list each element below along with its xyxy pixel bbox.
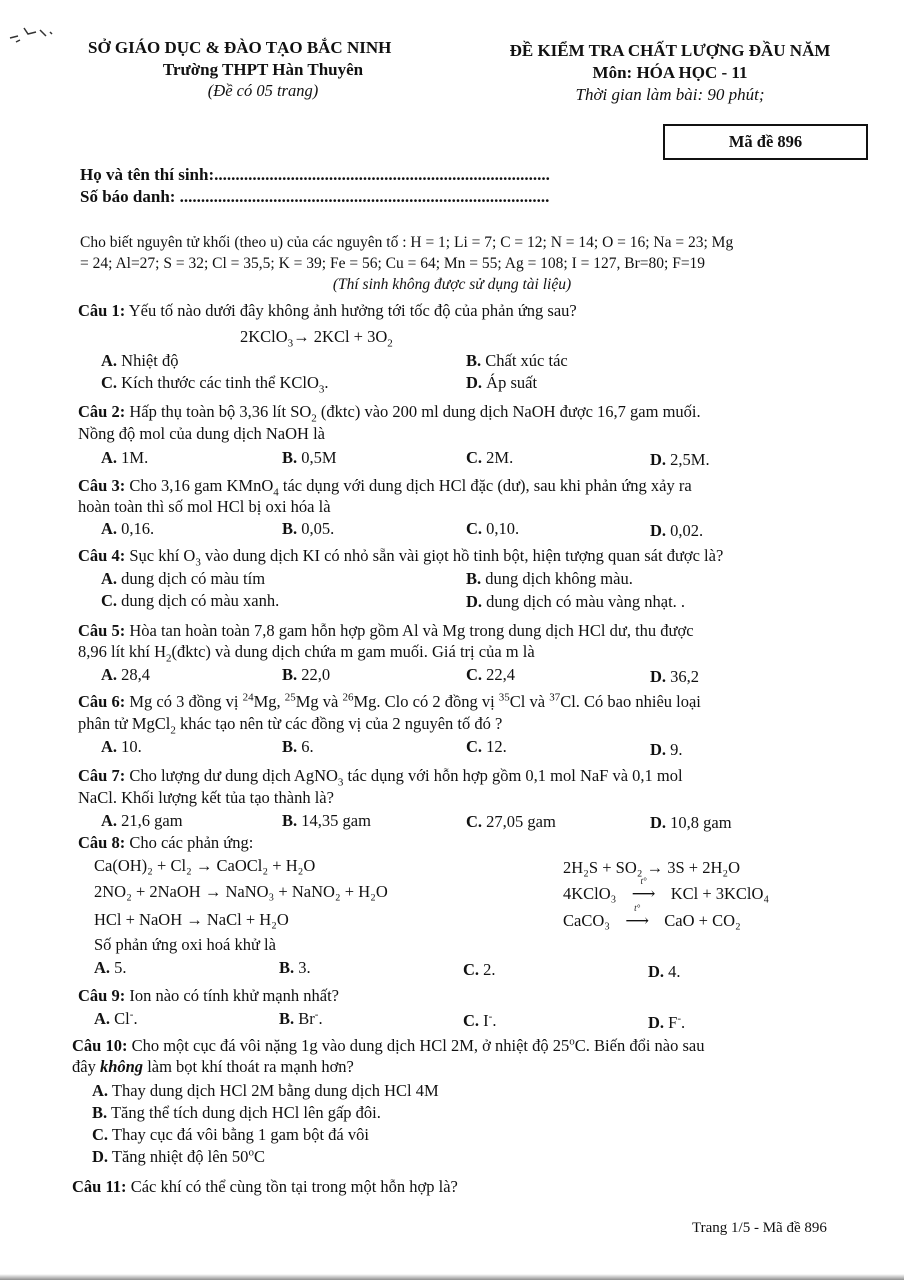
page-footer: Trang 1/5 - Mã đề 896 bbox=[692, 1220, 827, 1236]
q5-stem: Câu 5: Hòa tan hoàn toàn 7,8 gam hỗn hợp gồm Al và Mg trong dung dịch HCl dư, thu được bbox=[78, 621, 694, 640]
q1-option-a: A. Nhiệt độ bbox=[101, 351, 179, 370]
q6-stem-line2: phân tử MgCl$_2$ khác tạo nên từ các đồng vị của 2 nguyên tố đó ? bbox=[78, 714, 503, 737]
scan-artifact-icon bbox=[6, 24, 66, 48]
q3-option-c: C. 0,10. bbox=[466, 519, 520, 538]
student-name-field: Họ và tên thí sinh:............................................................................... bbox=[80, 165, 550, 184]
q1-stem: Câu 1: Yếu tố nào dưới đây không ảnh hưởng tới tốc độ của phản ứng sau? bbox=[78, 301, 577, 320]
exam-code-box bbox=[663, 124, 868, 160]
q7-option-d: D. 10,8 gam bbox=[650, 813, 732, 832]
q7-option-b: B. 14,35 gam bbox=[282, 811, 371, 830]
q5-option-b: B. 22,0 bbox=[282, 665, 331, 684]
q8-reaction-2: 2NO₂ + 2NaOH → NaNO₃ + NaNO₂ + H₂O bbox=[94, 882, 388, 901]
q9-option-b: B. Br-. bbox=[279, 1008, 323, 1028]
q10-option-b: B. Tăng thể tích dung dịch HCl lên gấp đôi. bbox=[92, 1103, 381, 1122]
arrow-icon: ⟶ bbox=[631, 884, 656, 903]
q10-stem: Câu 10: Cho một cục đá vôi nặng 1g vào dung dịch HCl 2M, ở nhiệt độ 25$^o$C. Biến đổi nào sau bbox=[72, 1035, 705, 1055]
q8-reaction-1: Ca(OH)₂ + Cl₂ → CaOCl₂ + H₂O bbox=[94, 856, 316, 875]
heat-label: t° bbox=[640, 876, 647, 886]
q4-option-d: D. dung dịch có màu vàng nhạt. . bbox=[466, 592, 686, 611]
q7-stem-line2: NaCl. Khối lượng kết tủa tạo thành là? bbox=[78, 788, 334, 807]
q5-option-d: D. 36,2 bbox=[650, 667, 700, 686]
q3-option-b: B. 0,05. bbox=[282, 519, 335, 538]
q10-option-d: D. Tăng nhiệt độ lên 50$^o$C bbox=[92, 1146, 265, 1166]
q5-stem-line2: 8,96 lít khí $H_2(đktc)$ và dung dịch chứa m gam muối. Giá trị của m là bbox=[78, 642, 535, 665]
q8-reaction-4: 2H₂S + SO₂ → 3S + 2H₂O bbox=[563, 858, 741, 877]
q8-question: Số phản ứng oxi hoá khử là bbox=[94, 935, 276, 954]
q10-option-a: A. Thay dung dịch HCl 2M bằng dung dịch HCl 4M bbox=[92, 1081, 439, 1100]
exam-time: Thời gian làm bài: 90 phút; bbox=[575, 85, 765, 104]
q8-option-b: B. 3. bbox=[279, 958, 311, 977]
q2-option-c: C. 2M. bbox=[466, 448, 514, 467]
q5-option-c: C. 22,4 bbox=[466, 665, 516, 684]
q10-option-c: C. Thay cục đá vôi bằng 1 gam bột đá vôi bbox=[92, 1125, 369, 1144]
q7-option-c: C. 27,05 gam bbox=[466, 812, 556, 831]
q8-option-d: D. 4. bbox=[648, 962, 681, 981]
q4-option-c: C. dung dịch có màu xanh. bbox=[101, 591, 280, 610]
q9-option-a: A. Cl-. bbox=[94, 1008, 138, 1028]
q8-reaction-3: HCl + NaOH → NaCl + H₂O bbox=[94, 910, 289, 929]
atomic-mass-line-2: = 24; Al=27; S = 32; Cl = 35,5; K = 39; Fe = 56; Cu = 64; Mn = 55; Ag = 108; I = 127, Br=80; F=19 bbox=[80, 255, 706, 272]
q8-option-a: A. 5. bbox=[94, 958, 127, 977]
q1-option-b: B. Chất xúc tác bbox=[466, 351, 568, 370]
q2-stem-line2: Nồng độ mol của dung dịch NaOH là bbox=[78, 424, 325, 443]
q7-stem: Câu 7: Cho lượng dư dung dịch AgNO$_3$ tác dụng với hỗn hợp gồm 0,1 mol NaF và 0,1 mol bbox=[78, 766, 683, 789]
exam-title: ĐỀ KIỂM TRA CHẤT LƯỢNG ĐẦU NĂM bbox=[509, 41, 831, 60]
atomic-mass-line-1: Cho biết nguyên tử khối (theo u) của các nguyên tố : H = 1; Li = 7; C = 12; N = 14; O = 16; Na = 23; Mg bbox=[80, 234, 734, 251]
q4-option-a: A. dung dịch có màu tím bbox=[101, 569, 266, 588]
q4-option-b: B. dung dịch không màu. bbox=[466, 569, 633, 588]
q8-reaction-5: 4KClO₃ t° ⟶ KCl + 3KClO₄ bbox=[563, 876, 770, 903]
q3-option-d: D. 0,02. bbox=[650, 521, 704, 540]
q9-option-d: D. F-. bbox=[648, 1012, 686, 1032]
q10-stem-line2: đây không làm bọt khí thoát ra mạnh hơn? bbox=[72, 1057, 354, 1076]
pages-note: (Đề có 05 trang) bbox=[207, 81, 319, 100]
school-name: Trường THPT Hàn Thuyên bbox=[162, 60, 364, 79]
q11-stem: Câu 11: Các khí có thể cùng tồn tại trong một hỗn hợp là? bbox=[72, 1177, 458, 1196]
q9-option-c: C. I-. bbox=[463, 1010, 497, 1030]
arrow-icon: ⟶ bbox=[625, 911, 649, 930]
student-id-field: Số báo danh: ....................................................................................... bbox=[80, 187, 550, 206]
heat-label: t° bbox=[634, 903, 641, 913]
q2-option-d: D. 2,5M. bbox=[650, 450, 710, 469]
q1-option-c: C. Kích thước các tinh thể KClO$_3$. bbox=[101, 373, 329, 396]
q1-equation: 2KClO$_3$→ $2KCl + 3O_2$ bbox=[240, 327, 393, 350]
q2-option-a: A. 1M. bbox=[101, 448, 149, 467]
q2-option-b: B. 0,5M bbox=[282, 448, 337, 467]
q3-option-a: A. 0,16. bbox=[101, 519, 155, 538]
q8-reaction-6: CaCO₃ t° ⟶ CaO + CO₂ bbox=[563, 903, 741, 930]
exam-code: Mã đề 896 bbox=[728, 132, 803, 151]
q6-option-b: B. 6. bbox=[282, 737, 314, 756]
q8-stem: Câu 8: Cho các phản ứng: bbox=[78, 833, 254, 852]
q9-stem: Câu 9: Ion nào có tính khử mạnh nhất? bbox=[78, 986, 339, 1005]
subject: Môn: HÓA HỌC - 11 bbox=[592, 63, 748, 82]
q7-option-a: A. 21,6 gam bbox=[101, 811, 183, 830]
q6-stem: Câu 6: Mg có 3 đồng vị $^{24}$Mg, $^{25}$Mg và $^{26}$Mg. Clo có 2 đồng vị $^{35}$Cl và $^{37}$Cl. Có bao nhiêu loại bbox=[78, 691, 701, 711]
q2-stem: Câu 2: Hấp thụ toàn bộ 3,36 lít $SO_2$ (đktc) vào 200 ml dung dịch NaOH được 16,7 gam muối. bbox=[78, 402, 701, 425]
q1-option-d: D. Áp suất bbox=[466, 373, 538, 392]
q6-option-c: C. 12. bbox=[466, 737, 507, 756]
q8-option-c: C. 2. bbox=[463, 960, 496, 979]
scan-bottom-edge bbox=[0, 1274, 904, 1280]
q6-option-a: A. 10. bbox=[101, 737, 142, 756]
q6-option-d: D. 9. bbox=[650, 740, 683, 759]
q3-stem-line2: hoàn toàn thì số mol HCl bị oxi hóa là bbox=[78, 497, 331, 516]
dept-name: SỞ GIÁO DỤC & ĐÀO TẠO BẮC NINH bbox=[88, 38, 392, 57]
q4-stem: Câu 4: Sục khí $O_3$ vào dung dịch KI có nhỏ sẵn vài giọt hồ tinh bột, hiện tượng quan sát được là? bbox=[78, 546, 724, 569]
q3-stem: Câu 3: Cho 3,16 gam KMnO$_4$ tác dụng với dung dịch HCl đặc (dư), sau khi phản ứng xảy ra bbox=[78, 476, 692, 499]
q5-option-a: A. 28,4 bbox=[101, 665, 151, 684]
no-materials-note: (Thí sinh không được sử dụng tài liệu) bbox=[332, 276, 572, 293]
